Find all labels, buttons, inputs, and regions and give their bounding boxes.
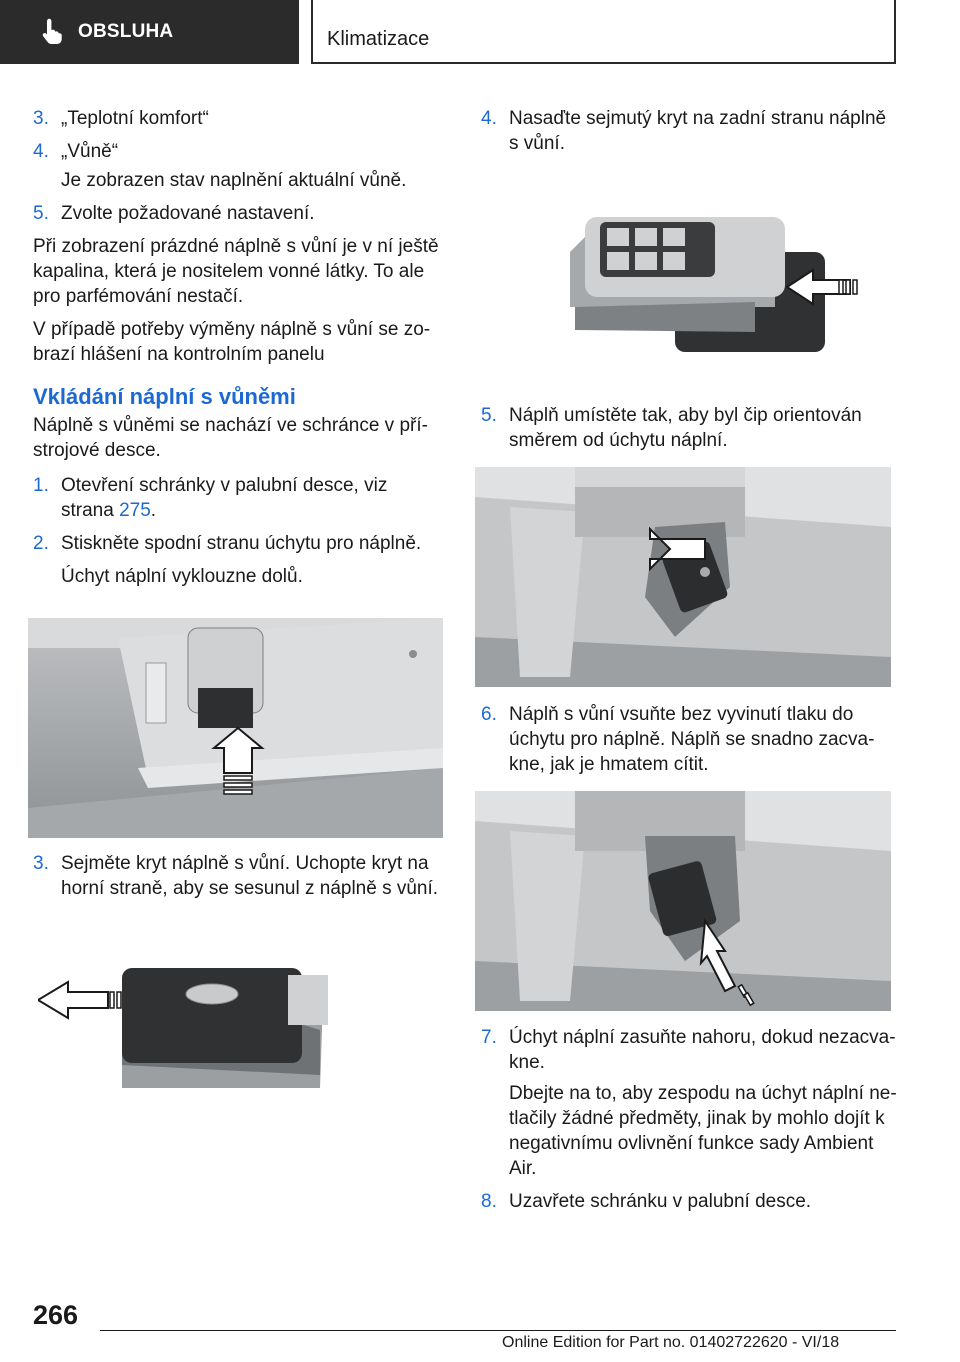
paragraph-line: V případě potřeby výměny náplně s vůní se zo-: [33, 319, 431, 340]
paragraph-line: brazí hlášení na kontrolním panelu: [33, 344, 325, 365]
chapter-title: Klimatizace: [327, 28, 430, 50]
left-column-step3: [33, 851, 445, 901]
list-text: Zvolte požadované nastavení.: [61, 203, 315, 224]
detail-line: Air.: [509, 1158, 537, 1179]
detail-line: negativnímu ovlivnění funkce sady Ambient: [509, 1133, 874, 1154]
list-text: kne, jak je hmatem cítit.: [509, 754, 709, 775]
list-text: Nasaďte sejmutý kryt na zadní stranu náplně: [509, 108, 887, 129]
list-item: [33, 201, 445, 226]
section-heading: Vkládání náplní s vůněmi: [33, 384, 296, 409]
list-text-part: .: [150, 500, 157, 521]
paragraph: [33, 234, 445, 309]
paragraph-line: kapalina, která je nositelem vonné látky. To ale: [33, 261, 425, 282]
list-item: [481, 1025, 901, 1075]
footer-divider: [100, 1330, 896, 1331]
section-title: OBSLUHA: [78, 21, 174, 42]
list-text: úchytu pro náplně. Náplň se snadno zacva-: [509, 729, 875, 750]
page-number: 266: [33, 1300, 79, 1330]
list-number: 8.: [481, 1191, 497, 1212]
detail-line: Dbejte na to, aby zespodu na úchyt náplní ne-: [509, 1083, 897, 1104]
list-number: 2.: [33, 533, 49, 554]
list-text: Sejměte kryt náplně s vůní. Uchopte kryt na: [61, 853, 429, 874]
right-column-step5: [481, 403, 901, 453]
list-item: [481, 403, 901, 453]
paragraph: [33, 317, 445, 367]
list-text: kne.: [509, 1052, 545, 1073]
list-text: „Teplotní komfort“: [61, 108, 209, 129]
right-column-step6: [481, 702, 901, 777]
list-text: „Vůně“: [61, 141, 119, 162]
list-text: Otevření schránky v palubní desce, viz: [61, 475, 388, 496]
right-column-step7-8: [481, 1025, 901, 1214]
list-text: [61, 498, 445, 523]
list-number: 4.: [481, 108, 497, 129]
list-number: 6.: [481, 704, 497, 725]
list-text: horní straně, aby se sesunul z náplně s vůní.: [61, 878, 439, 899]
list-text: Stiskněte spodní stranu úchytu pro náplně.: [61, 533, 422, 554]
header-section-tab: [0, 0, 299, 64]
list-text: Úchyt náplní zasuňte nahoru, dokud nezacva-: [509, 1027, 896, 1048]
list-item: [33, 851, 445, 901]
left-column-top: [33, 106, 445, 589]
paragraph-line: pro parfémování nestačí.: [33, 286, 244, 307]
list-text: směrem od úchytu náplní.: [509, 430, 728, 451]
paragraph: [33, 413, 445, 463]
list-item: [481, 1189, 901, 1214]
list-text: Náplň s vůní vsuňte bez vyvinutí tlaku do: [509, 704, 854, 725]
right-column-step4: [481, 106, 901, 156]
glovebox-photo-push-cartridge: [475, 791, 891, 1011]
paragraph-line: Při zobrazení prázdné náplně s vůní je v ní ještě: [33, 236, 439, 257]
list-number: 3.: [33, 853, 49, 874]
list-item: [33, 106, 445, 131]
footer-edition: Online Edition for Part no. 01402722620 - VI/18: [502, 1334, 840, 1351]
list-item: [481, 106, 901, 156]
list-number: 5.: [33, 203, 49, 224]
list-number: 3.: [33, 108, 49, 129]
list-item: [33, 531, 445, 556]
list-text: Náplň umístěte tak, aby byl čip orientován: [509, 405, 862, 426]
list-item: [481, 702, 901, 777]
paragraph-line: strojové desce.: [33, 440, 161, 461]
list-text-part: strana: [61, 500, 120, 521]
list-number: 7.: [481, 1027, 497, 1048]
item-detail: [481, 1081, 901, 1181]
header-chapter-box: [311, 0, 896, 64]
detail-line: tlačily žádné předměty, jinak by mohlo dojít k: [509, 1108, 885, 1129]
page-reference-link[interactable]: 275: [119, 500, 151, 521]
item-detail: Je zobrazen stav naplnění aktuální vůně.: [61, 170, 407, 191]
hand-pointer-icon: [36, 17, 66, 47]
list-item: [33, 473, 445, 523]
fragrance-cartridge-cover-illustration: [38, 960, 338, 1095]
glovebox-photo-press-holder: [28, 618, 443, 838]
list-item: [33, 139, 445, 164]
item-detail: Úchyt náplní vyklouzne dolů.: [61, 566, 303, 587]
cartridge-cover-attach-illustration: [565, 212, 865, 357]
list-text: s vůní.: [509, 133, 565, 154]
list-number: 1.: [33, 475, 49, 496]
list-number: 4.: [33, 141, 49, 162]
list-number: 5.: [481, 405, 497, 426]
list-text: Uzavřete schránku v palubní desce.: [509, 1191, 812, 1212]
glovebox-photo-insert-orientation: [475, 467, 891, 687]
paragraph-line: Náplně s vůněmi se nachází ve schránce v pří-: [33, 415, 428, 436]
